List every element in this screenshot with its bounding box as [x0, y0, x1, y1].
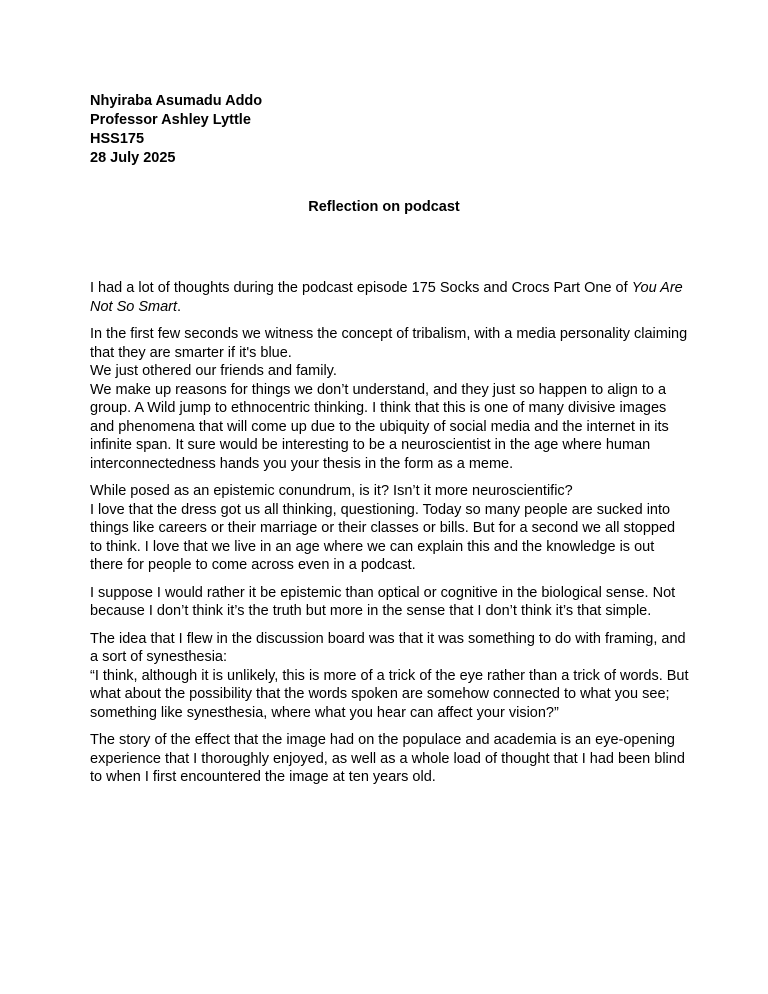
podcast-name: You Are Not So Smart	[90, 280, 683, 315]
paragraph-tribalism	[90, 325, 690, 473]
author-name: Nhyiraba Asumadu Addo	[90, 93, 263, 109]
professor-name: Professor Ashley Lyttle	[90, 112, 251, 128]
paragraph-line: While posed as an epistemic conundrum, is it? Isn’t it more neuroscientific?	[90, 483, 573, 499]
intro-text-before: I had a lot of thoughts during the podcast episode 175 Socks and Crocs Part One of	[90, 280, 632, 296]
paragraph-conclusion: The story of the effect that the image had on the populace and academia is an eye-opening experience that I thoroughly enjoyed, as well as a whole load of thought that I had been blind to when I first encountered the image at ten years old.	[90, 732, 685, 785]
paragraph-intro	[90, 279, 690, 316]
paragraph-line: We just othered our friends and family.	[90, 363, 337, 379]
document-title: Reflection on podcast	[308, 199, 460, 215]
paragraph-line: The idea that I flew in the discussion board was that it was something to do with framing, and a sort of synesthesia:	[90, 630, 686, 665]
course-code: HSS175	[90, 131, 145, 147]
paragraph-epistemic	[90, 482, 690, 575]
document-header	[90, 92, 262, 168]
paragraph-line: In the first few seconds we witness the concept of tribalism, with a media personality claiming that they are smarter if it's blue.	[90, 326, 688, 361]
paragraph-suppose: I suppose I would rather it be epistemic than optical or cognitive in the biological sense. Not because I don’t think it’s the truth but more in the sense that I don’t think it’s that simple.	[90, 584, 676, 619]
paragraph-line: I love that the dress got us all thinking, questioning. Today so many people are sucked into things like careers or their marriage or their classes or bills. But for a second we all stopped to think. I love that we live in an age where we can explain this and the knowledge is out there for people to come across even in a podcast.	[90, 501, 676, 573]
paragraph-discussion	[90, 630, 690, 723]
document-body	[90, 279, 690, 796]
intro-text-after: .	[177, 298, 182, 315]
document-date: 28 July 2025	[90, 150, 176, 166]
paragraph-line: We make up reasons for things we don’t understand, and they just so happen to align to a group. A Wild jump to ethnocentric thinking. I think that this is one of many divisive images and phenomena that will come up due to the ubiquity of social media and the internet in its infinite span. It sure would be interesting to be a neuroscientist in the age where human interconnectedness hands you your thesis in the form as a meme.	[90, 381, 669, 472]
discussion-quote: “I think, although it is unlikely, this is more of a trick of the eye rather than a trick of words. But what about the possibility that the words spoken are somehow connected to what you see; something like synesthesia, where what you hear can affect your vision?”	[90, 667, 689, 721]
